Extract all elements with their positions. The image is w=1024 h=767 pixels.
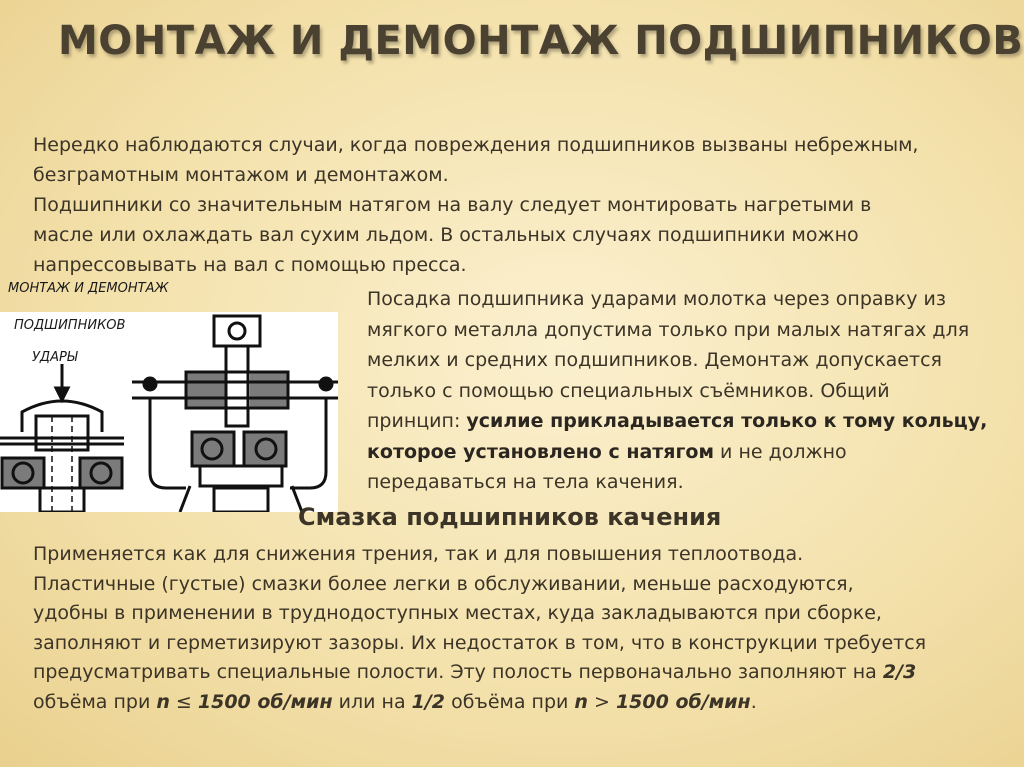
speed-value: 1500 об/мин <box>615 690 751 713</box>
text-line <box>33 688 1013 718</box>
intro-line: Подшипники со значительным натягом на валу следует монтировать нагретыми в <box>33 194 872 216</box>
text-line: удобны в применении в труднодоступных местах, куда закладываются при сборке, <box>33 602 882 624</box>
fraction-value: 2/3 <box>882 661 917 683</box>
text-line: Посадка подшипника ударами молотка через оправку из <box>367 288 946 310</box>
text-line: Применяется как для снижения трения, так и для повышения теплоотвода. <box>33 543 804 565</box>
text-run: объёма при <box>33 690 157 713</box>
principle-bold: усилие прикладывается только к тому кольцу, <box>466 410 988 432</box>
lubrication-heading: Смазка подшипников качения <box>298 503 722 531</box>
fraction-value: 1/2 <box>411 690 446 713</box>
text-run: . <box>750 690 757 713</box>
text-line <box>367 437 1007 468</box>
speed-value: 1500 об/мин <box>197 690 333 713</box>
speed-symbol: n <box>156 690 170 713</box>
intro-line: безграмотным монтажом и демонтажом. <box>33 164 449 186</box>
principle-bold: которое установлено с натягом <box>367 440 715 463</box>
intro-line: масле или охлаждать вал сухим льдом. В остальных случаях подшипники можно <box>33 224 859 246</box>
hammer-fit-paragraph <box>367 284 1007 498</box>
text-run: объёма при <box>445 690 575 713</box>
bearing-drawing <box>0 312 338 512</box>
text-run: или на <box>332 690 412 713</box>
figure-label-blows: УДАРЫ <box>32 350 78 365</box>
figure-caption: МОНТАЖ И ДЕМОНТАЖ <box>8 281 169 296</box>
text-line: только с помощью специальных съёмников. Общий <box>367 379 890 402</box>
text-run: принцип: <box>367 410 467 432</box>
text-line: заполняют и герметизируют зазоры. Их недостаток в том, что в конструкции требуется <box>33 631 927 654</box>
text-line <box>33 658 1013 688</box>
slide-title: МОНТАЖ И ДЕМОНТАЖ ПОДШИПНИКОВ <box>58 18 1024 64</box>
text-run: ≤ <box>169 690 198 713</box>
bearing-diagram-icon <box>0 312 338 512</box>
intro-line: Нередко наблюдаются случаи, когда повреждения подшипников вызваны небрежным, <box>33 134 919 156</box>
text-line <box>367 406 1007 437</box>
figure-caption-2: ПОДШИПНИКОВ <box>14 318 126 333</box>
text-run: > <box>587 690 616 713</box>
text-line: передаваться на тела качения. <box>367 471 684 493</box>
text-line: мягкого металла допустима только при малых натягах для <box>367 318 970 341</box>
speed-symbol: n <box>574 690 588 713</box>
intro-line: напрессовывать на вал с помощью пресса. <box>33 254 467 276</box>
text-line: Пластичные (густые) смазки более легки в обслуживании, меньше расходуются, <box>33 572 854 595</box>
text-run: и не должно <box>714 440 847 463</box>
lubrication-paragraph <box>33 540 1013 717</box>
text-line: мелких и средних подшипников. Демонтаж допускается <box>367 349 942 371</box>
intro-paragraph <box>33 130 1008 280</box>
text-run: предусматривать специальные полости. Эту полость первоначально заполняют на <box>33 661 883 683</box>
